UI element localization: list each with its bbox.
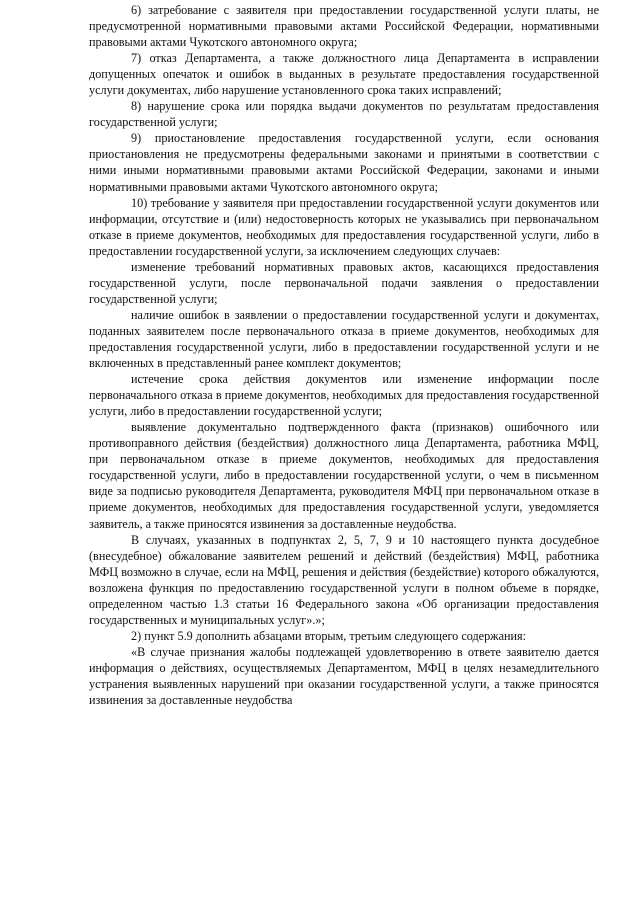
paragraph-exception-1: изменение требований нормативных правовых актов, касающихся предоставления государственной услуги, после первоначальной подачи заявления о предоставлении государственной услуги;: [89, 259, 599, 306]
paragraph-cases-note: В случаях, указанных в подпунктах 2, 5, 7, 9 и 10 настоящего пункта досудебное (внесудебное) обжалование заявителем решений и действий (бездействия) МФЦ, работника МФЦ возможно в случае, если на МФЦ, решения и действия (бездействие) которого обжалуются, возложена функция по предоставлению государственной услуги в полном объеме в порядке, определенном частью 1.3 статьи 16 Федерального закона «Об организации предоставления государственных и муниципальных услуг».»;: [89, 532, 599, 627]
paragraph-quoted-text: «В случае признания жалобы подлежащей удовлетворению в ответе заявителю дается информация о действиях, осуществляемых Департаментом, МФЦ в целях незамедлительного устранения выявленных нарушений при оказании государственной услуги, а также приносятся извинения за доставленные неудобства: [89, 644, 599, 708]
paragraph-exception-2: наличие ошибок в заявлении о предоставлении государственной услуги и документах, поданных заявителем после первоначального отказа в приеме документов, необходимых для предоставления государственной услуги, либо в предоставлении государственной услуги и не включенных в представленный ранее комплект документов;: [89, 307, 599, 371]
paragraph-item-8: 8) нарушение срока или порядка выдачи документов по результатам предоставления государственной услуги;: [89, 99, 599, 130]
paragraph-item-7: 7) отказ Департамента, а также должностного лица Департамента в исправлении допущенных опечаток и ошибок в выданных в результате предоставления государственной услуги документах, либо нарушение установленного срока таких исправлений;: [89, 51, 599, 98]
paragraph-item-6: 6) затребование с заявителя при предоставлении государственной услуги платы, не предусмотренной нормативными правовыми актами Российской Федерации, нормативными правовыми актами Чукотского автономного округа;: [89, 3, 599, 50]
paragraph-item-10: 10) требование у заявителя при предоставлении государственной услуги документов или информации, отсутствие и (или) недостоверность которых не указывались при первоначальном отказе в приеме документов, необходимых для предоставления государственной услуги, либо в предоставлении государственной услуги, за исключением следующих случаев:: [89, 195, 599, 258]
paragraph-item-9: 9) приостановление предоставления государственной услуги, если основания приостановления не предусмотрены федеральными законами и принятыми в соответствии с ними иными нормативными правовыми актами Российской Федерации, законами и иными нормативными правовыми актами Чукотского автономного округа;: [89, 131, 599, 194]
paragraph-amendment-2: 2) пункт 5.9 дополнить абзацами вторым, третьим следующего содержания:: [131, 628, 527, 643]
document-page: [89, 0, 599, 708]
paragraph-exception-3: истечение срока действия документов или изменение информации после первоначального отказа в приеме документов, необходимых для предоставления государственной услуги, либо в предоставлении государственной услуги;: [89, 372, 599, 419]
paragraph-exception-4: выявление документально подтвержденного факта (признаков) ошибочного или противоправного действия (бездействия) должностного лица Департамента, работника МФЦ, при первоначальном отказе в приеме документов, необходимых для предоставления государственной услуги, либо в предоставлении государственной услуги, о чем в письменном виде за подписью руководителя Департамента, руководителя МФЦ при первоначальном отказе в приеме документов, необходимых для предоставления государственной услуги, уведомляется заявитель, а также приносятся извинения за доставленные неудобства.: [89, 420, 599, 531]
